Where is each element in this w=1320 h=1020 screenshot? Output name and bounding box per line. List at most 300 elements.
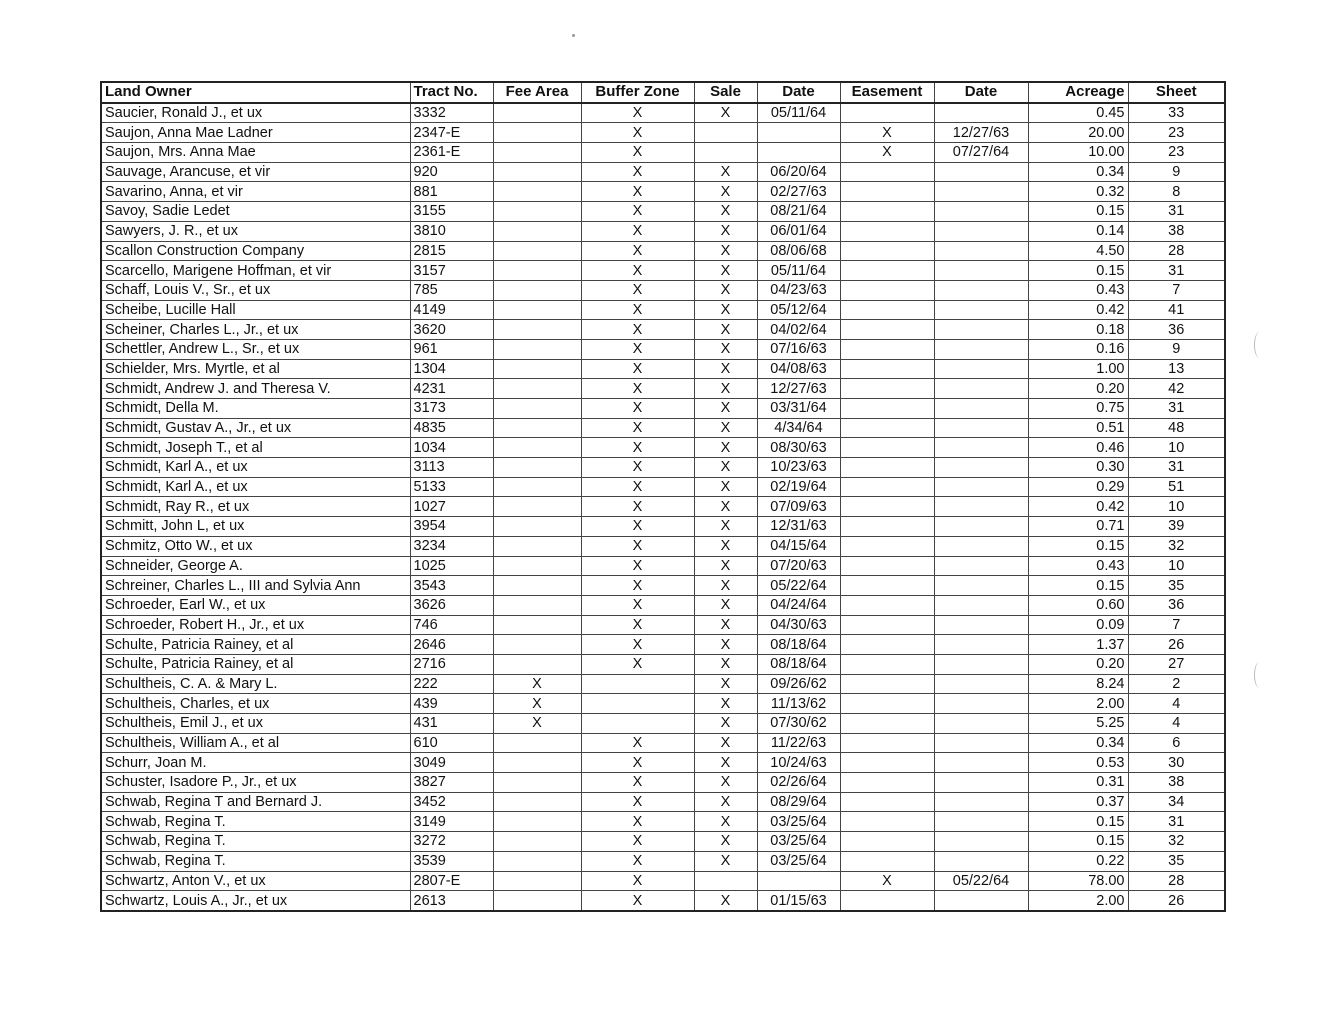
header-sheet: Sheet — [1128, 82, 1225, 103]
cell-tract-no: 439 — [410, 694, 493, 714]
cell-fee-area: X — [493, 694, 581, 714]
cell-acreage: 0.51 — [1028, 418, 1128, 438]
cell-acreage: 0.20 — [1028, 379, 1128, 399]
cell-easement: X — [840, 871, 934, 891]
cell-fee-area — [493, 792, 581, 812]
cell-buffer-zone: X — [581, 359, 694, 379]
table-row — [101, 241, 1225, 261]
cell-sale-date: 10/23/63 — [757, 458, 840, 478]
cell-acreage: 0.15 — [1028, 832, 1128, 852]
cell-land-owner: Schmidt, Andrew J. and Theresa V. — [101, 379, 410, 399]
header-row — [101, 82, 1225, 103]
cell-fee-area — [493, 241, 581, 261]
header-acreage: Acreage — [1028, 82, 1128, 103]
cell-easement-date — [934, 339, 1028, 359]
cell-acreage: 2.00 — [1028, 891, 1128, 911]
cell-acreage: 0.60 — [1028, 595, 1128, 615]
cell-sheet: 34 — [1128, 792, 1225, 812]
cell-sheet: 7 — [1128, 280, 1225, 300]
cell-acreage: 10.00 — [1028, 143, 1128, 163]
cell-land-owner: Schmitz, Otto W., et ux — [101, 536, 410, 556]
header-sale-date: Date — [757, 82, 840, 103]
cell-buffer-zone: X — [581, 812, 694, 832]
cell-easement-date — [934, 261, 1028, 281]
table-row — [101, 694, 1225, 714]
cell-fee-area — [493, 635, 581, 655]
cell-easement — [840, 497, 934, 517]
cell-acreage: 0.16 — [1028, 339, 1128, 359]
cell-sale: X — [694, 615, 757, 635]
table-row — [101, 714, 1225, 734]
cell-buffer-zone: X — [581, 733, 694, 753]
cell-sale-date — [757, 123, 840, 143]
cell-tract-no: 3049 — [410, 753, 493, 773]
table-row — [101, 674, 1225, 694]
cell-easement — [840, 851, 934, 871]
cell-buffer-zone: X — [581, 832, 694, 852]
cell-easement-date — [934, 182, 1028, 202]
cell-acreage: 0.43 — [1028, 280, 1128, 300]
cell-acreage: 0.14 — [1028, 221, 1128, 241]
cell-easement — [840, 674, 934, 694]
cell-easement-date — [934, 399, 1028, 419]
cell-sale-date: 03/25/64 — [757, 812, 840, 832]
cell-buffer-zone: X — [581, 576, 694, 596]
cell-buffer-zone: X — [581, 654, 694, 674]
table-row — [101, 399, 1225, 419]
cell-sale-date: 06/01/64 — [757, 221, 840, 241]
cell-tract-no: 3620 — [410, 320, 493, 340]
cell-tract-no: 2347-E — [410, 123, 493, 143]
cell-buffer-zone: X — [581, 517, 694, 537]
cell-tract-no: 2807-E — [410, 871, 493, 891]
cell-buffer-zone: X — [581, 792, 694, 812]
cell-sheet: 38 — [1128, 773, 1225, 793]
cell-easement — [840, 477, 934, 497]
cell-land-owner: Schreiner, Charles L., III and Sylvia Ann — [101, 576, 410, 596]
cell-sale: X — [694, 832, 757, 852]
cell-easement — [840, 733, 934, 753]
cell-land-owner: Schwartz, Louis A., Jr., et ux — [101, 891, 410, 911]
cell-easement — [840, 556, 934, 576]
cell-easement — [840, 458, 934, 478]
cell-tract-no: 4149 — [410, 300, 493, 320]
cell-sale: X — [694, 497, 757, 517]
cell-easement — [840, 694, 934, 714]
cell-land-owner: Schulte, Patricia Rainey, et al — [101, 635, 410, 655]
cell-sale-date — [757, 871, 840, 891]
cell-tract-no: 3113 — [410, 458, 493, 478]
cell-tract-no: 610 — [410, 733, 493, 753]
table-row — [101, 300, 1225, 320]
cell-sale — [694, 143, 757, 163]
cell-acreage: 1.00 — [1028, 359, 1128, 379]
cell-sale-date: 02/19/64 — [757, 477, 840, 497]
cell-easement-date — [934, 654, 1028, 674]
cell-sheet: 30 — [1128, 753, 1225, 773]
cell-land-owner: Schwab, Regina T and Bernard J. — [101, 792, 410, 812]
table-row — [101, 418, 1225, 438]
cell-sheet: 26 — [1128, 891, 1225, 911]
cell-tract-no: 2815 — [410, 241, 493, 261]
cell-sheet: 8 — [1128, 182, 1225, 202]
cell-easement — [840, 832, 934, 852]
cell-acreage: 0.75 — [1028, 399, 1128, 419]
cell-easement-date — [934, 576, 1028, 596]
cell-fee-area — [493, 162, 581, 182]
cell-tract-no: 1027 — [410, 497, 493, 517]
cell-sale: X — [694, 517, 757, 537]
cell-easement — [840, 359, 934, 379]
cell-tract-no: 3543 — [410, 576, 493, 596]
cell-fee-area — [493, 812, 581, 832]
cell-sale: X — [694, 654, 757, 674]
cell-land-owner: Sauvage, Arancuse, et vir — [101, 162, 410, 182]
cell-acreage: 0.09 — [1028, 615, 1128, 635]
cell-sale: X — [694, 182, 757, 202]
cell-buffer-zone: X — [581, 182, 694, 202]
cell-land-owner: Schmidt, Gustav A., Jr., et ux — [101, 418, 410, 438]
cell-land-owner: Schultheis, Emil J., et ux — [101, 714, 410, 734]
cell-sale-date: 05/12/64 — [757, 300, 840, 320]
cell-easement — [840, 162, 934, 182]
cell-tract-no: 2716 — [410, 654, 493, 674]
table-row — [101, 891, 1225, 911]
cell-land-owner: Schwartz, Anton V., et ux — [101, 871, 410, 891]
cell-buffer-zone: X — [581, 438, 694, 458]
cell-sale-date: 10/24/63 — [757, 753, 840, 773]
table-row — [101, 458, 1225, 478]
cell-tract-no: 3539 — [410, 851, 493, 871]
cell-easement — [840, 595, 934, 615]
cell-buffer-zone: X — [581, 615, 694, 635]
cell-sale: X — [694, 536, 757, 556]
cell-fee-area: X — [493, 714, 581, 734]
cell-fee-area — [493, 320, 581, 340]
cell-sheet: 39 — [1128, 517, 1225, 537]
cell-buffer-zone — [581, 674, 694, 694]
cell-sale-date: 05/11/64 — [757, 261, 840, 281]
cell-sale-date — [757, 143, 840, 163]
table-row — [101, 733, 1225, 753]
cell-tract-no: 4835 — [410, 418, 493, 438]
cell-land-owner: Saujon, Anna Mae Ladner — [101, 123, 410, 143]
cell-sale: X — [694, 595, 757, 615]
table-row — [101, 221, 1225, 241]
cell-sheet: 31 — [1128, 458, 1225, 478]
cell-sale-date: 12/31/63 — [757, 517, 840, 537]
cell-sale-date: 04/24/64 — [757, 595, 840, 615]
cell-land-owner: Scheiner, Charles L., Jr., et ux — [101, 320, 410, 340]
cell-sale-date: 08/18/64 — [757, 635, 840, 655]
cell-sale: X — [694, 280, 757, 300]
cell-easement-date — [934, 497, 1028, 517]
cell-land-owner: Schultheis, William A., et al — [101, 733, 410, 753]
cell-tract-no: 5133 — [410, 477, 493, 497]
cell-sale: X — [694, 674, 757, 694]
cell-easement — [840, 576, 934, 596]
cell-sheet: 4 — [1128, 714, 1225, 734]
cell-sale-date: 05/11/64 — [757, 103, 840, 123]
cell-land-owner: Schwab, Regina T. — [101, 851, 410, 871]
cell-sheet: 13 — [1128, 359, 1225, 379]
cell-easement-date — [934, 694, 1028, 714]
cell-land-owner: Schuster, Isadore P., Jr., et ux — [101, 773, 410, 793]
cell-sheet: 23 — [1128, 143, 1225, 163]
cell-buffer-zone: X — [581, 162, 694, 182]
cell-acreage: 0.18 — [1028, 320, 1128, 340]
cell-tract-no: 3173 — [410, 399, 493, 419]
cell-tract-no: 785 — [410, 280, 493, 300]
cell-easement-date — [934, 556, 1028, 576]
cell-acreage: 2.00 — [1028, 694, 1128, 714]
cell-sale: X — [694, 477, 757, 497]
cell-sheet: 28 — [1128, 241, 1225, 261]
cell-easement-date — [934, 753, 1028, 773]
table-row — [101, 379, 1225, 399]
cell-easement — [840, 654, 934, 674]
cell-sale: X — [694, 418, 757, 438]
cell-easement — [840, 438, 934, 458]
cell-easement — [840, 753, 934, 773]
cell-fee-area — [493, 595, 581, 615]
cell-easement-date — [934, 438, 1028, 458]
cell-sale-date: 05/22/64 — [757, 576, 840, 596]
cell-sale-date: 4/34/64 — [757, 418, 840, 438]
cell-sheet: 9 — [1128, 162, 1225, 182]
cell-easement — [840, 339, 934, 359]
cell-land-owner: Schroeder, Robert H., Jr., et ux — [101, 615, 410, 635]
cell-acreage: 0.20 — [1028, 654, 1128, 674]
cell-sheet: 2 — [1128, 674, 1225, 694]
cell-sale-date: 02/26/64 — [757, 773, 840, 793]
cell-sale-date: 09/26/62 — [757, 674, 840, 694]
cell-sheet: 42 — [1128, 379, 1225, 399]
cell-fee-area — [493, 556, 581, 576]
cell-acreage: 0.42 — [1028, 497, 1128, 517]
table-row — [101, 182, 1225, 202]
cell-tract-no: 961 — [410, 339, 493, 359]
table-row — [101, 753, 1225, 773]
cell-sale: X — [694, 556, 757, 576]
cell-easement — [840, 714, 934, 734]
cell-fee-area — [493, 773, 581, 793]
cell-buffer-zone: X — [581, 891, 694, 911]
cell-easement: X — [840, 123, 934, 143]
header-fee-area: Fee Area — [493, 82, 581, 103]
cell-land-owner: Schneider, George A. — [101, 556, 410, 576]
cell-buffer-zone: X — [581, 536, 694, 556]
cell-tract-no: 3155 — [410, 202, 493, 222]
cell-tract-no: 3626 — [410, 595, 493, 615]
cell-tract-no: 2613 — [410, 891, 493, 911]
cell-acreage: 0.22 — [1028, 851, 1128, 871]
cell-buffer-zone: X — [581, 320, 694, 340]
cell-fee-area — [493, 280, 581, 300]
cell-easement-date — [934, 615, 1028, 635]
cell-buffer-zone: X — [581, 851, 694, 871]
cell-land-owner: Schmidt, Ray R., et ux — [101, 497, 410, 517]
cell-sheet: 6 — [1128, 733, 1225, 753]
cell-tract-no: 746 — [410, 615, 493, 635]
header-easement: Easement — [840, 82, 934, 103]
table-row — [101, 123, 1225, 143]
cell-acreage: 4.50 — [1028, 241, 1128, 261]
cell-easement-date — [934, 241, 1028, 261]
cell-acreage: 0.42 — [1028, 300, 1128, 320]
cell-fee-area: X — [493, 674, 581, 694]
cell-sale-date: 07/09/63 — [757, 497, 840, 517]
cell-sheet: 27 — [1128, 654, 1225, 674]
cell-fee-area — [493, 517, 581, 537]
cell-buffer-zone: X — [581, 753, 694, 773]
table-row — [101, 438, 1225, 458]
cell-sale-date: 11/13/62 — [757, 694, 840, 714]
cell-sale-date: 07/20/63 — [757, 556, 840, 576]
cell-sale-date: 04/15/64 — [757, 536, 840, 556]
cell-tract-no: 3149 — [410, 812, 493, 832]
cell-fee-area — [493, 654, 581, 674]
cell-sale: X — [694, 399, 757, 419]
cell-land-owner: Schmidt, Karl A., et ux — [101, 477, 410, 497]
cell-fee-area — [493, 497, 581, 517]
cell-sheet: 41 — [1128, 300, 1225, 320]
table-row — [101, 339, 1225, 359]
cell-buffer-zone: X — [581, 556, 694, 576]
cell-tract-no: 3332 — [410, 103, 493, 123]
cell-sheet: 33 — [1128, 103, 1225, 123]
table-row — [101, 556, 1225, 576]
cell-sheet: 10 — [1128, 556, 1225, 576]
cell-buffer-zone: X — [581, 635, 694, 655]
cell-easement: X — [840, 143, 934, 163]
cell-buffer-zone: X — [581, 221, 694, 241]
cell-sale: X — [694, 733, 757, 753]
cell-sheet: 4 — [1128, 694, 1225, 714]
cell-land-owner: Scarcello, Marigene Hoffman, et vir — [101, 261, 410, 281]
cell-fee-area — [493, 379, 581, 399]
cell-tract-no: 431 — [410, 714, 493, 734]
cell-acreage: 8.24 — [1028, 674, 1128, 694]
cell-buffer-zone: X — [581, 497, 694, 517]
cell-sheet: 36 — [1128, 595, 1225, 615]
table-row — [101, 536, 1225, 556]
cell-acreage: 0.34 — [1028, 733, 1128, 753]
cell-sheet: 38 — [1128, 221, 1225, 241]
cell-land-owner: Schurr, Joan M. — [101, 753, 410, 773]
cell-easement-date — [934, 221, 1028, 241]
cell-fee-area — [493, 399, 581, 419]
cell-sale-date: 08/21/64 — [757, 202, 840, 222]
cell-sale: X — [694, 812, 757, 832]
cell-tract-no: 3810 — [410, 221, 493, 241]
cell-sale: X — [694, 753, 757, 773]
cell-easement-date — [934, 359, 1028, 379]
cell-easement — [840, 300, 934, 320]
cell-sheet: 32 — [1128, 832, 1225, 852]
cell-easement-date — [934, 891, 1028, 911]
cell-acreage: 0.53 — [1028, 753, 1128, 773]
table-row — [101, 832, 1225, 852]
cell-easement — [840, 202, 934, 222]
cell-sheet: 10 — [1128, 438, 1225, 458]
land-owner-document — [100, 81, 1224, 912]
cell-land-owner: Schmidt, Della M. — [101, 399, 410, 419]
scan-speck — [572, 34, 575, 37]
cell-sale: X — [694, 339, 757, 359]
table-row — [101, 773, 1225, 793]
cell-tract-no: 2646 — [410, 635, 493, 655]
cell-easement — [840, 182, 934, 202]
cell-sale: X — [694, 359, 757, 379]
cell-sale: X — [694, 458, 757, 478]
cell-fee-area — [493, 733, 581, 753]
cell-buffer-zone: X — [581, 773, 694, 793]
cell-tract-no: 3827 — [410, 773, 493, 793]
cell-sale-date: 04/30/63 — [757, 615, 840, 635]
cell-land-owner: Saucier, Ronald J., et ux — [101, 103, 410, 123]
cell-sale-date: 03/31/64 — [757, 399, 840, 419]
cell-easement-date — [934, 851, 1028, 871]
cell-acreage: 78.00 — [1028, 871, 1128, 891]
header-buffer-zone: Buffer Zone — [581, 82, 694, 103]
cell-land-owner: Schwab, Regina T. — [101, 832, 410, 852]
cell-acreage: 0.15 — [1028, 202, 1128, 222]
cell-sheet: 7 — [1128, 615, 1225, 635]
cell-land-owner: Scallon Construction Company — [101, 241, 410, 261]
table-row — [101, 576, 1225, 596]
cell-tract-no: 1034 — [410, 438, 493, 458]
cell-easement — [840, 261, 934, 281]
cell-fee-area — [493, 438, 581, 458]
cell-buffer-zone: X — [581, 143, 694, 163]
cell-easement — [840, 615, 934, 635]
cell-land-owner: Saujon, Mrs. Anna Mae — [101, 143, 410, 163]
cell-sheet: 28 — [1128, 871, 1225, 891]
cell-easement — [840, 241, 934, 261]
cell-sheet: 31 — [1128, 202, 1225, 222]
cell-acreage: 1.37 — [1028, 635, 1128, 655]
cell-easement — [840, 812, 934, 832]
cell-sale: X — [694, 714, 757, 734]
cell-land-owner: Schroeder, Earl W., et ux — [101, 595, 410, 615]
cell-tract-no: 3954 — [410, 517, 493, 537]
cell-sale: X — [694, 202, 757, 222]
cell-easement-date — [934, 379, 1028, 399]
cell-easement-date — [934, 280, 1028, 300]
cell-sale-date: 06/20/64 — [757, 162, 840, 182]
cell-tract-no: 222 — [410, 674, 493, 694]
cell-sheet: 35 — [1128, 851, 1225, 871]
cell-easement — [840, 635, 934, 655]
cell-easement-date — [934, 300, 1028, 320]
cell-fee-area — [493, 339, 581, 359]
cell-sale: X — [694, 694, 757, 714]
cell-land-owner: Schmitt, John L, et ux — [101, 517, 410, 537]
cell-sale-date: 08/18/64 — [757, 654, 840, 674]
cell-sheet: 31 — [1128, 261, 1225, 281]
cell-tract-no: 881 — [410, 182, 493, 202]
cell-easement-date: 07/27/64 — [934, 143, 1028, 163]
cell-acreage: 5.25 — [1028, 714, 1128, 734]
cell-easement-date: 12/27/63 — [934, 123, 1028, 143]
scan-margin-mark — [1254, 332, 1265, 358]
cell-acreage: 0.71 — [1028, 517, 1128, 537]
table-row — [101, 654, 1225, 674]
cell-easement — [840, 773, 934, 793]
cell-tract-no: 920 — [410, 162, 493, 182]
cell-tract-no: 2361-E — [410, 143, 493, 163]
